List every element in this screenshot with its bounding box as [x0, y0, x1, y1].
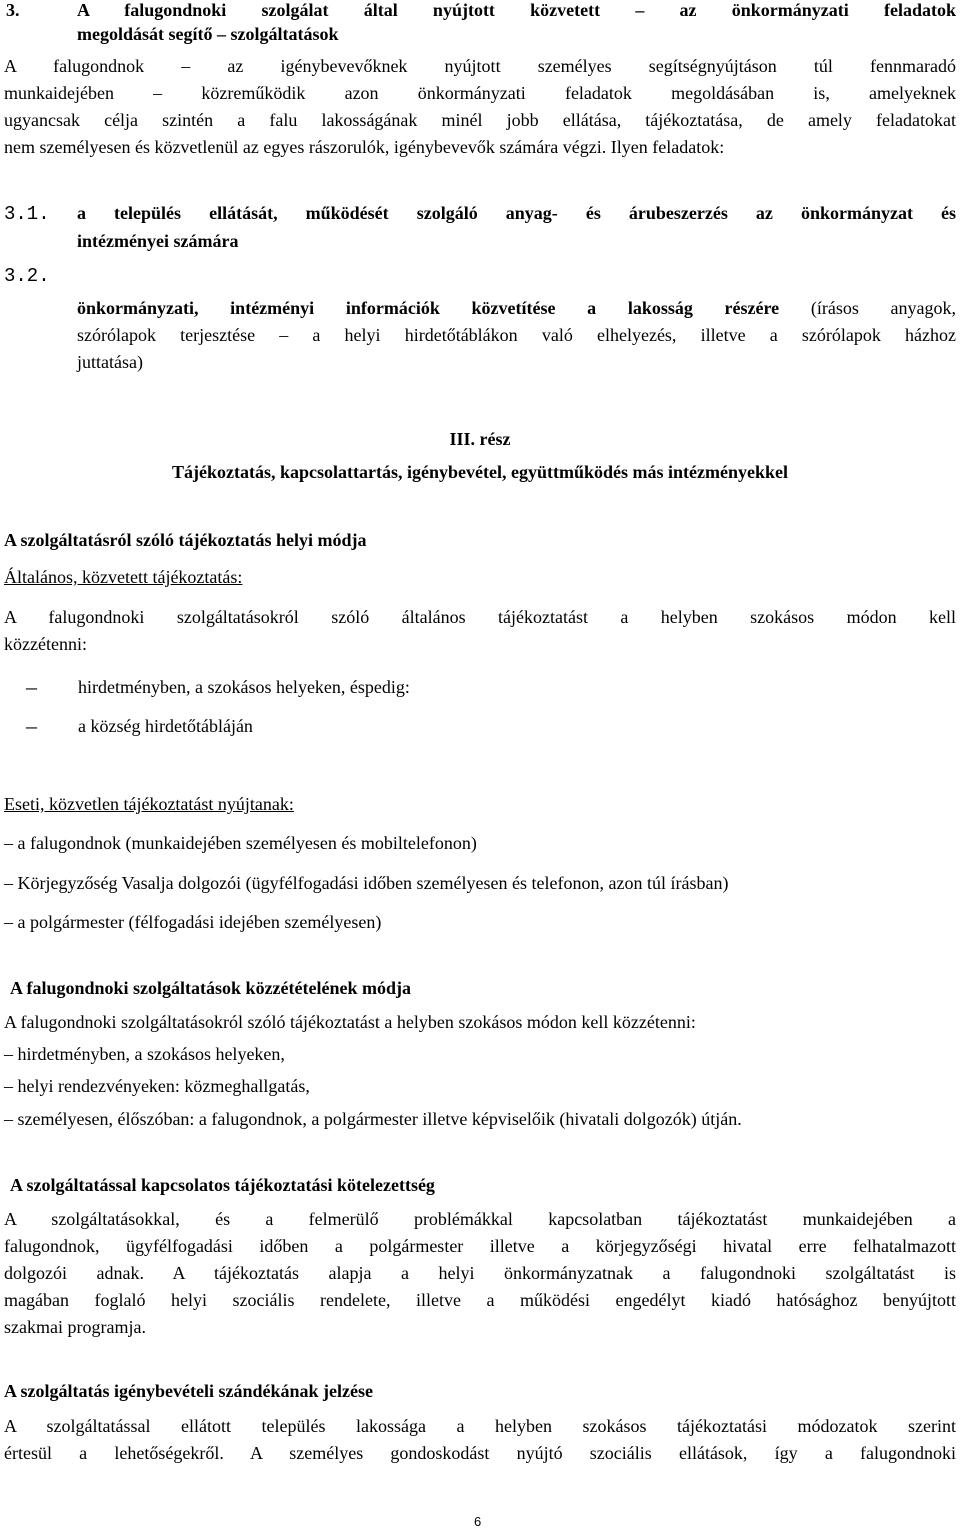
section-3-number: 3.	[6, 0, 20, 20]
item-3-1-number: 3.1.	[4, 203, 50, 225]
bullet-dash: –	[26, 713, 37, 738]
item-3-2-line1	[77, 298, 956, 319]
obligation-line-3: dolgozói adnak. A tájékoztatás alapja a helyi önkormányzatnak a falugondnoki szolgáltatást is	[4, 1263, 956, 1283]
local-info-subheading: Általános, közvetett tájékoztatás:	[4, 567, 243, 587]
intent-line-2: értesül a lehetőségekről. A személyes gondoskodást nyújtó szociális ellátások, így a falugondnoki	[4, 1443, 956, 1463]
section-3-title-line1: A falugondnoki szolgálat által nyújtott közvetett – az önkormányzati feladatok	[77, 0, 956, 20]
item-3-2-line2: szórólapok terjesztése – a helyi hirdetőtáblákon való elhelyezés, illetve a szórólapok házhoz	[77, 325, 956, 345]
direct-info-item-3: – a polgármester (félfogadási idejében személyesen)	[4, 912, 382, 932]
obligation-line-2: falugondnok, ügyfélfogadási időben a polgármester illetve a körjegyzőségi hivatal erre felhatalmazott	[4, 1236, 956, 1256]
item-3-2-rest-text: (írásos anyagok,	[779, 298, 957, 318]
direct-info-item-1: – a falugondnok (munkaidejében személyesen és mobiltelefonon)	[4, 833, 477, 853]
obligation-heading: A szolgáltatással kapcsolatos tájékoztatási kötelezettség	[10, 1175, 435, 1195]
local-info-bullet-1: hirdetményben, a szokásos helyeken, éspedig:	[78, 677, 410, 697]
local-info-heading: A szolgáltatásról szóló tájékoztatás helyi módja	[4, 530, 367, 550]
local-info-bullet-2: a község hirdetőtábláján	[78, 716, 253, 736]
publication-heading: A falugondnoki szolgáltatások közzétételének módja	[10, 978, 412, 998]
paragraph-line: ugyancsak célja szintén a falu lakosságának minél jobb ellátása, tájékoztatása, de amely feladatokat	[4, 110, 956, 130]
obligation-line-1: A szolgáltatásokkal, és a felmerülő problémákkal kapcsolatban tájékoztatást munkaidejében a	[4, 1209, 956, 1229]
paragraph-line: munkaidejében – közreműködik azon önkormányzati feladatok megoldásában is, amelyeknek	[4, 83, 956, 103]
bullet-dash: –	[26, 674, 37, 699]
item-3-1-line2: intézményei számára	[77, 231, 239, 251]
item-3-1-line1: a település ellátását, működését szolgáló anyag- és árubeszerzés az önkormányzat és	[77, 203, 956, 223]
publication-item-3: – személyesen, élőszóban: a falugondnok, a polgármester illetve képviselőik (hivatali dolgozók) útján.	[4, 1109, 742, 1129]
direct-info-subheading: Eseti, közvetlen tájékoztatást nyújtanak:	[4, 794, 294, 814]
obligation-line-5: szakmai programja.	[4, 1317, 146, 1337]
publication-item-1: – hirdetményben, a szokásos helyeken,	[4, 1044, 285, 1064]
local-info-para-line2: közzétenni:	[4, 634, 87, 654]
part-3-title: III. rész	[449, 429, 511, 449]
intent-heading: A szolgáltatás igénybevételi szándékának jelzése	[4, 1381, 373, 1401]
local-info-para-line1: A falugondnoki szolgáltatásokról szóló általános tájékoztatást a helyben szokásos módon kell	[4, 607, 956, 627]
intent-line-1: A szolgáltatással ellátott település lakossága a helyben szokásos tájékoztatási módozatok szerint	[4, 1416, 956, 1436]
part-3-subtitle: Tájékoztatás, kapcsolattartás, igénybevétel, együttműködés más intézményekkel	[172, 462, 788, 482]
obligation-line-4: magában foglaló helyi szociális rendelete, illetve a működési engedélyt kiadó hatósághoz benyújtott	[4, 1290, 956, 1310]
item-3-2-line3: juttatása)	[77, 352, 143, 372]
publication-item-2: – helyi rendezvényeken: közmeghallgatás,	[4, 1076, 310, 1096]
direct-info-item-2: – Körjegyzőség Vasalja dolgozói (ügyfélfogadási időben személyesen és telefonon, azon túl írásban)	[4, 873, 729, 893]
page-number: 6	[474, 1514, 482, 1529]
paragraph-line: A falugondnok – az igénybevevőknek nyújtott személyes segítségnyújtáson túl fennmaradó	[4, 56, 956, 76]
publication-paragraph: A falugondnoki szolgáltatásokról szóló tájékoztatást a helyben szokásos módon kell közzétenni:	[4, 1012, 696, 1032]
paragraph-line: nem személyesen és közvetlenül az egyes rászorulók, igénybevevők számára végzi. Ilyen feladatok:	[4, 137, 725, 157]
section-3-title-line2: megoldását segítő – szolgáltatások	[77, 24, 339, 44]
item-3-2-number: 3.2.	[4, 265, 50, 287]
item-3-2-bold-text: önkormányzati, intézményi információk közvetítése a lakosság részére	[77, 298, 780, 318]
